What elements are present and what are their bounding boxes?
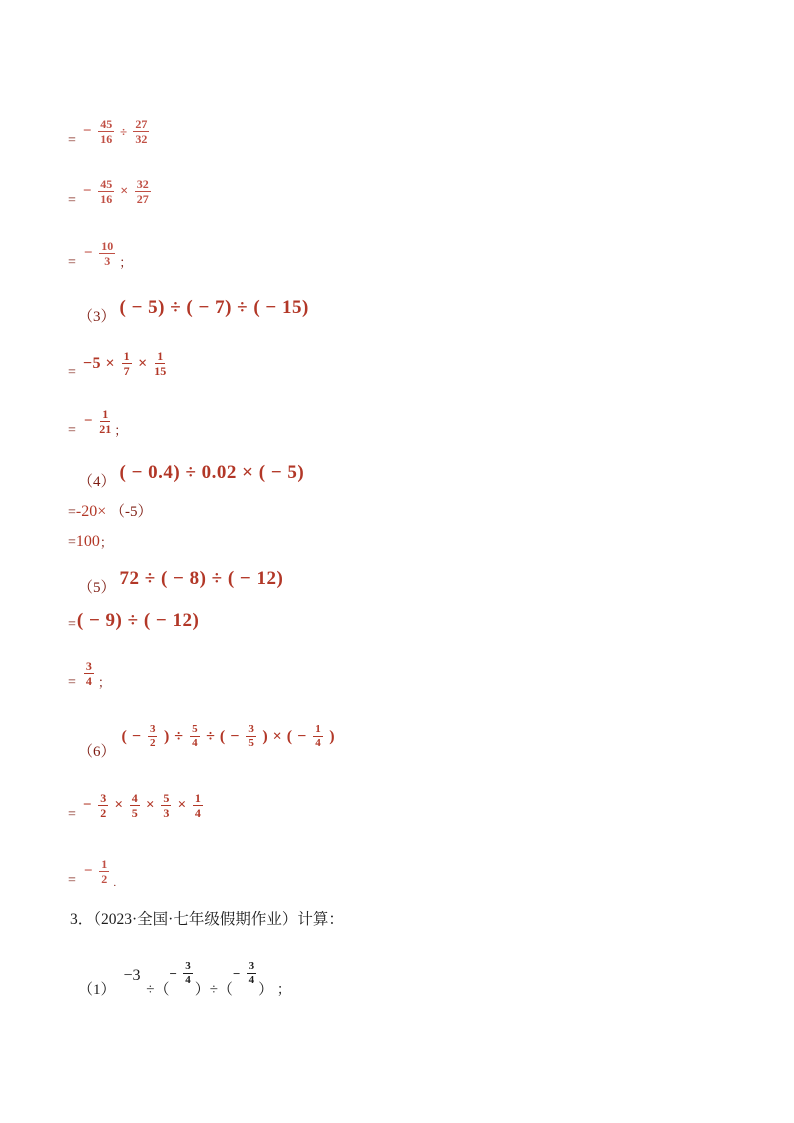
math-expression	[83, 792, 205, 820]
fraction-numerator: 1	[102, 406, 109, 421]
math-text: ( −	[121, 727, 146, 745]
fraction-denominator: 3	[163, 806, 170, 821]
math-text: ×	[141, 797, 160, 814]
math-text: （-5）	[106, 503, 153, 520]
equals-sign: =	[68, 674, 76, 690]
math-text: ) ÷	[159, 727, 189, 745]
problem-part-label: （1）	[78, 981, 116, 998]
fraction	[246, 724, 256, 750]
solution-step-equals-45-16-div-27-32	[68, 118, 151, 149]
equals-sign: =	[68, 422, 76, 438]
solution-step-minus20-times-minus5	[68, 503, 153, 521]
equals-sign: =	[68, 132, 76, 148]
fraction-denominator: 4	[194, 806, 201, 821]
problem-part-label: （3）	[78, 308, 116, 325]
math-text: −	[82, 797, 97, 814]
solution-step-product-of-fractions	[68, 792, 205, 823]
fraction-numerator: 1	[123, 348, 130, 363]
fraction-denominator: 4	[315, 737, 321, 750]
fraction-numerator: 3	[247, 961, 257, 975]
math-text: −	[232, 966, 245, 982]
math-text: ）÷（	[194, 981, 233, 998]
fraction	[135, 178, 151, 206]
math-expression	[120, 569, 284, 588]
solution-result-minus-1-21	[68, 408, 127, 439]
period: ．	[113, 877, 124, 889]
fraction-denominator: 21	[99, 422, 112, 437]
fraction	[313, 724, 323, 750]
math-expression	[84, 408, 113, 436]
math-expression	[84, 858, 111, 886]
math-expression	[83, 118, 151, 146]
math-text: −	[169, 966, 182, 982]
math-text: ) × ( −	[257, 727, 312, 745]
fraction	[148, 724, 158, 750]
problem-label-5-line	[78, 569, 283, 597]
fraction-denominator: 3	[104, 254, 111, 269]
math-text: 72 ÷ ( − 8) ÷ ( − 12)	[119, 568, 284, 589]
problem-part-label: （6）	[78, 743, 116, 760]
math-text: ÷ ( −	[201, 727, 245, 745]
solution-result-100	[68, 533, 113, 551]
fraction	[122, 350, 132, 378]
fraction	[161, 792, 171, 820]
math-text: ( − 0.4) ÷ 0.02 × ( − 5)	[119, 462, 305, 483]
equals-sign: =	[68, 616, 76, 632]
math-text: −5 ×	[82, 354, 120, 372]
math-expression	[82, 660, 96, 688]
fraction-numerator: 5	[190, 724, 200, 738]
math-expression	[120, 298, 309, 317]
equals-sign: =	[68, 254, 76, 270]
math-text: −	[82, 123, 97, 140]
problem-part-label: （4）	[78, 473, 116, 490]
fraction-numerator: 3	[148, 724, 158, 738]
equals-sign: =	[68, 872, 76, 888]
fraction-denominator: 4	[192, 737, 198, 750]
fraction	[130, 792, 140, 820]
math-text: ÷	[116, 124, 132, 140]
fraction-denominator: 2	[100, 806, 107, 821]
fraction-numerator: 45	[100, 116, 113, 131]
math-expression	[84, 240, 117, 268]
fraction-numerator: 27	[135, 116, 148, 131]
fraction-denominator: 16	[100, 192, 113, 207]
problem-heading-text: 3．（2023·全国·七年级假期作业）计算：	[70, 911, 344, 929]
fraction-numerator: 32	[136, 176, 149, 191]
fraction-denominator: 5	[248, 737, 254, 750]
solution-step-equals-45-16-times-32-27	[68, 178, 153, 209]
fraction-denominator: 4	[185, 974, 191, 987]
fraction	[247, 961, 257, 987]
fraction-numerator: 5	[163, 790, 170, 805]
fraction-numerator: 3	[85, 658, 92, 673]
math-text: ）	[258, 981, 277, 998]
math-text: −	[83, 413, 98, 430]
solution-result-3-4	[68, 660, 111, 691]
fraction	[98, 792, 108, 820]
semicolon: ；	[119, 255, 133, 271]
problem-part-label: （5）	[78, 579, 116, 596]
math-text: −	[82, 183, 97, 200]
fraction-numerator: 4	[131, 790, 138, 805]
math-text: ÷（	[142, 981, 170, 998]
solution-step-minus5-times-1-7-times-1-15	[68, 350, 168, 381]
math-expression	[83, 350, 168, 378]
math-expression	[233, 961, 258, 987]
math-text: ( − 5) ÷ ( − 7) ÷ ( − 15)	[119, 297, 309, 318]
fraction-denominator: 2	[149, 737, 156, 750]
fraction-numerator: 10	[101, 238, 114, 253]
math-text: ×	[173, 797, 191, 814]
solution-step-minus9-div-minus12	[68, 611, 199, 633]
solution-result-minus-1-2	[68, 858, 123, 889]
fraction	[99, 408, 111, 436]
fraction	[98, 178, 114, 206]
fraction	[99, 858, 109, 886]
fraction	[133, 118, 149, 146]
semicolon: ；	[276, 982, 291, 998]
math-text: ×	[133, 354, 153, 372]
math-text: −	[83, 863, 98, 880]
fraction	[183, 961, 193, 987]
math-text: ( − 9) ÷ ( − 12)	[76, 610, 200, 631]
fraction-denominator: 4	[85, 674, 92, 689]
fraction-denominator: 2	[101, 872, 108, 887]
fraction-numerator: 1	[157, 348, 164, 363]
equals-sign: =	[68, 364, 76, 380]
equals-sign: =	[68, 192, 76, 208]
equals-sign: =	[68, 534, 76, 550]
fraction-denominator: 16	[100, 132, 113, 147]
fraction-numerator: 1	[101, 856, 108, 871]
fraction-denominator: 5	[131, 806, 138, 821]
fraction-denominator: 32	[135, 132, 148, 147]
equals-sign: =	[68, 806, 76, 822]
equals-sign: =	[68, 504, 76, 520]
fraction-denominator: 27	[136, 192, 149, 207]
math-text: )	[324, 727, 336, 745]
fraction-denominator: 4	[248, 974, 255, 987]
problem-3-heading	[70, 911, 344, 929]
math-expression	[83, 178, 153, 206]
fraction-numerator: 3	[246, 724, 256, 738]
fraction	[154, 350, 166, 378]
math-expression	[77, 611, 199, 630]
math-expression	[120, 463, 305, 482]
fraction-numerator: 3	[100, 790, 107, 805]
math-expression	[122, 724, 336, 750]
problem-label-3-line	[78, 298, 309, 326]
fraction-denominator: 7	[123, 364, 130, 379]
math-text: ×	[110, 797, 128, 814]
semicolon: ；	[97, 675, 111, 691]
math-text: 100	[75, 532, 100, 550]
semicolon: ；	[99, 535, 113, 551]
fraction	[193, 792, 203, 820]
fraction	[99, 240, 115, 268]
fraction	[84, 660, 94, 688]
math-text: −3	[123, 966, 141, 984]
fraction-numerator: 45	[100, 176, 113, 191]
fraction	[98, 118, 114, 146]
math-expression	[170, 961, 195, 987]
math-text: -20×	[75, 502, 107, 520]
fraction-numerator: 1	[313, 724, 323, 738]
semicolon: ；	[114, 423, 128, 439]
fraction	[190, 724, 200, 750]
fraction-denominator: 15	[154, 364, 167, 379]
problem-label-4-line	[78, 463, 304, 491]
problem-label-6-line	[78, 724, 335, 761]
math-text: −	[83, 245, 98, 262]
solution-result-minus-10-3	[68, 240, 132, 271]
problem-3-part-1	[78, 961, 291, 999]
math-text: ×	[116, 183, 133, 199]
fraction-numerator: 3	[183, 961, 193, 975]
fraction-numerator: 1	[194, 790, 201, 805]
